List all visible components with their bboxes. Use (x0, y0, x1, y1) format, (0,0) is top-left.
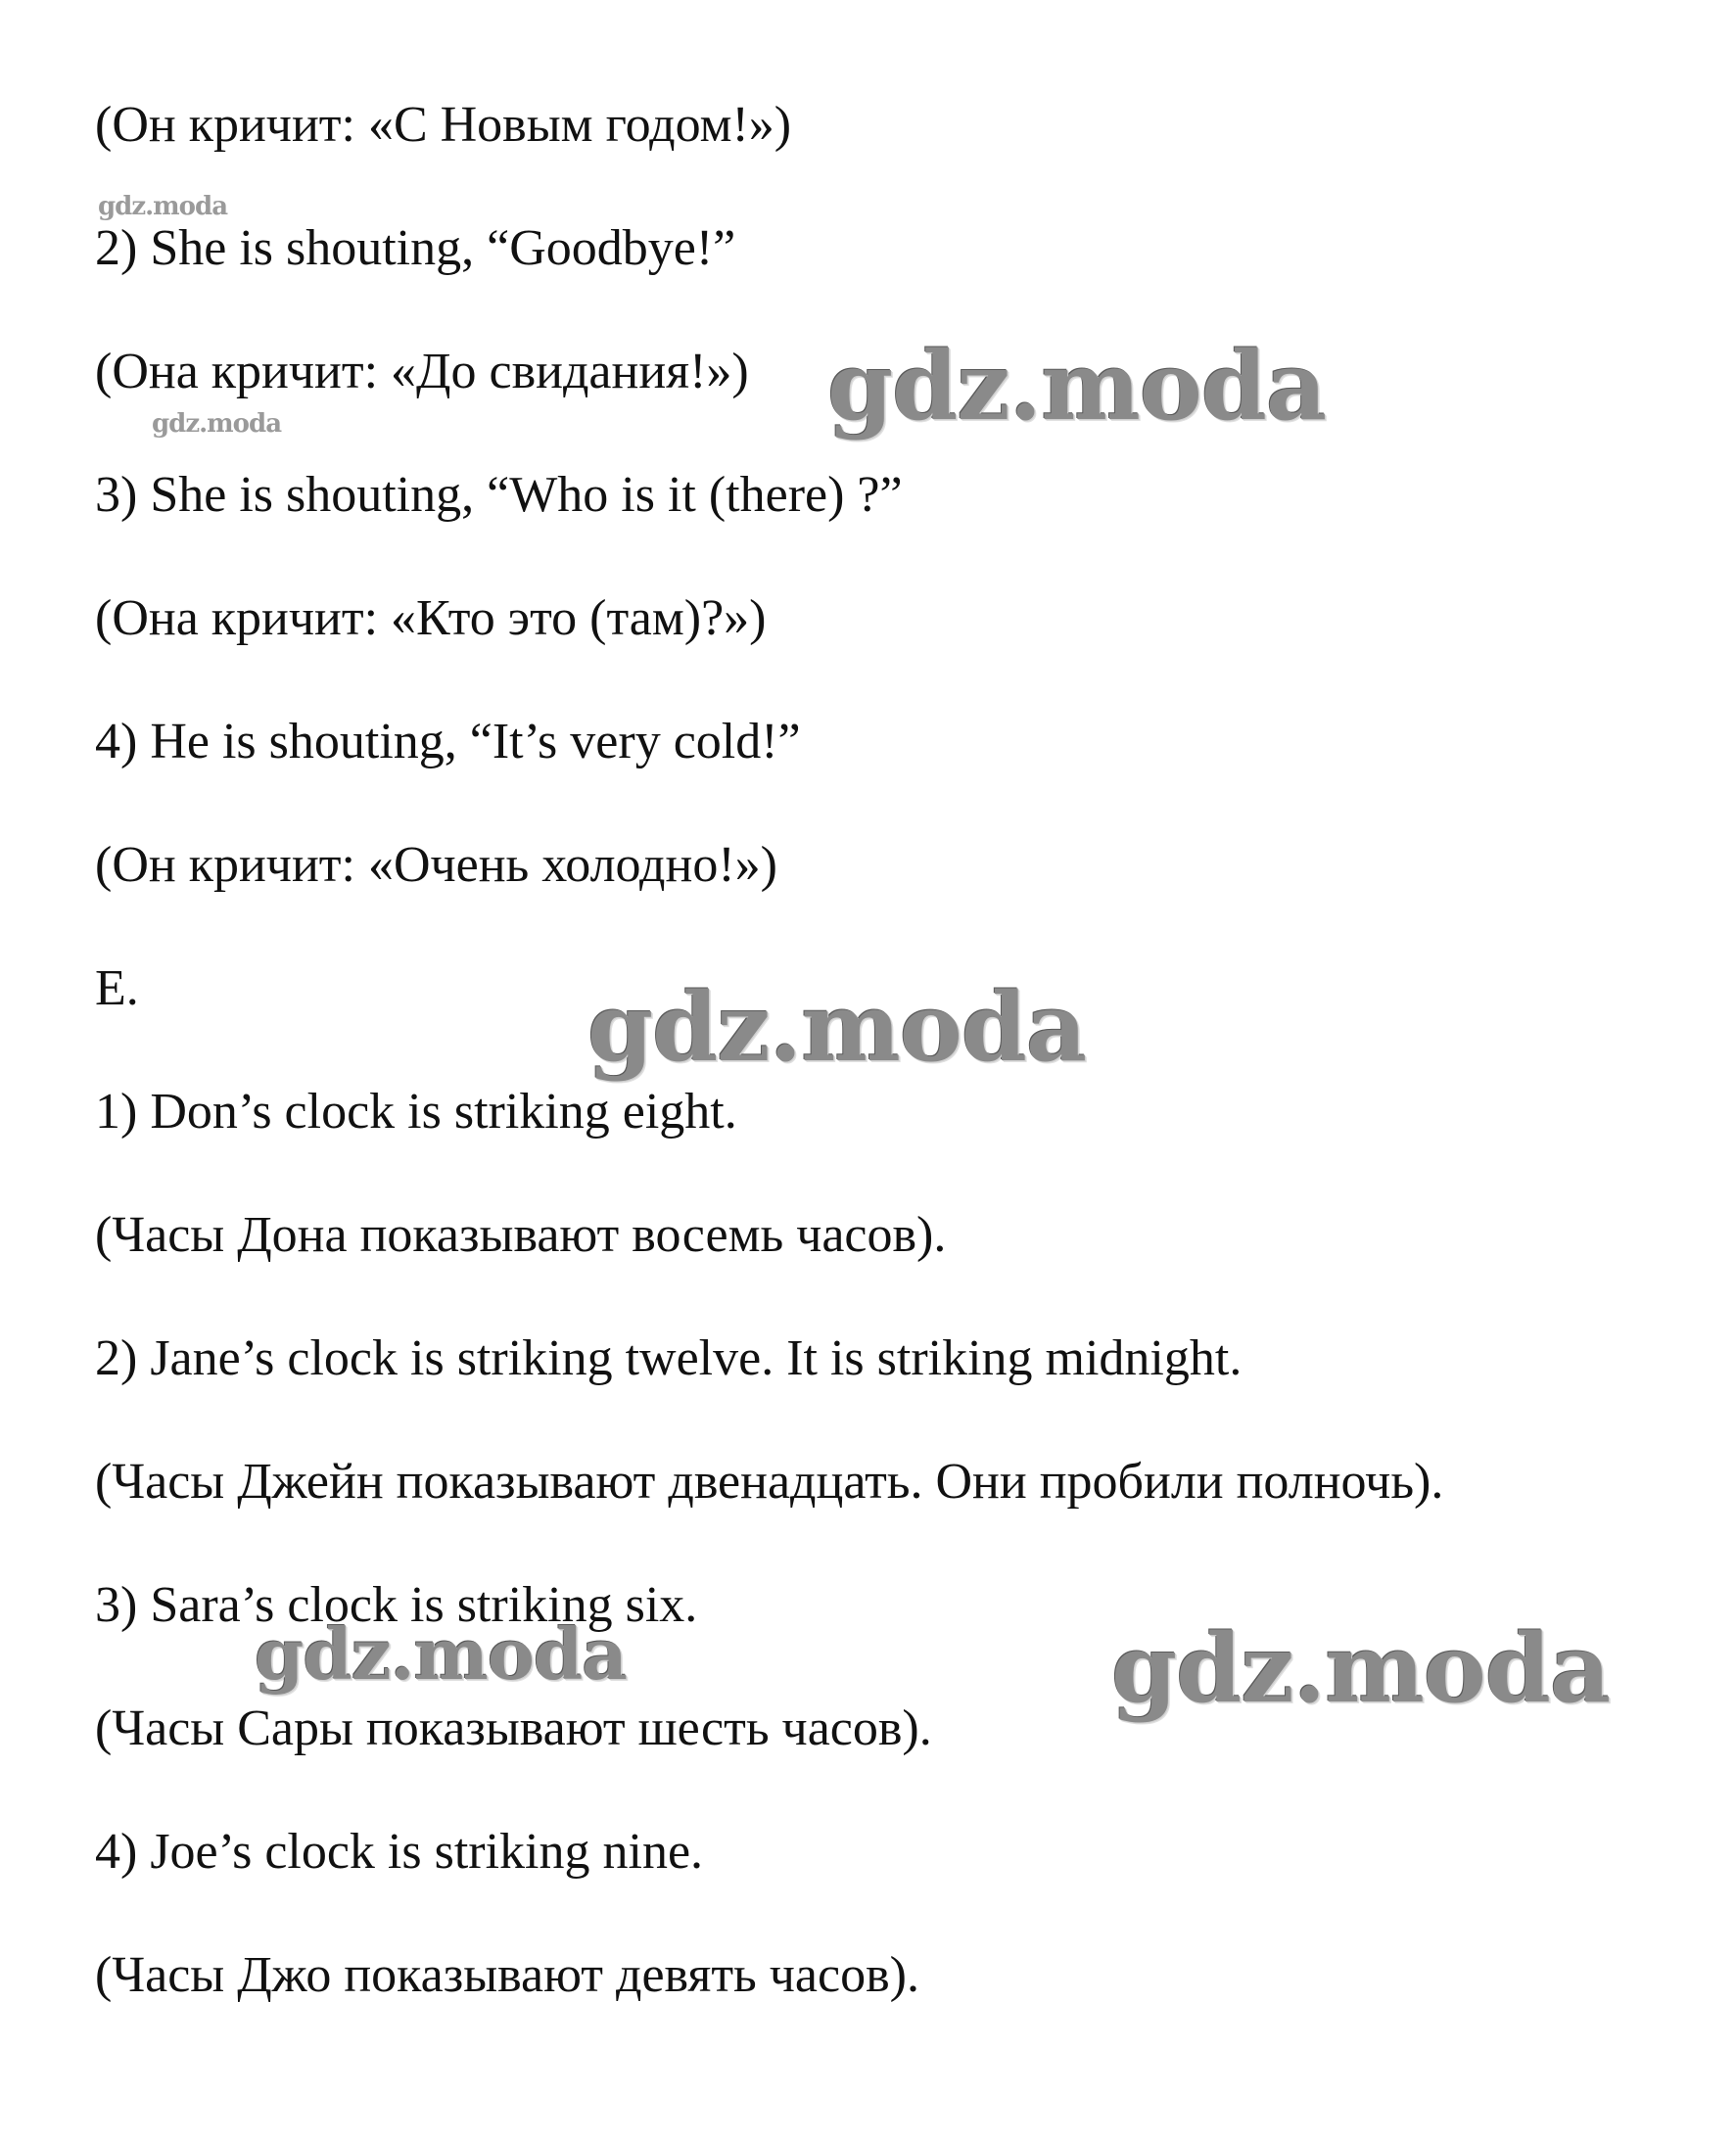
text-line-4: 3) She is shouting, “Who is it (there) ?” (95, 467, 903, 523)
watermark-small-2: gdz.moda (152, 409, 282, 439)
section-label-e: E. (95, 960, 139, 1016)
text-line-11: 2) Jane’s clock is striking twelve. It is striking midnight. (95, 1330, 1243, 1386)
text-line-2: 2) She is shouting, “Goodbye!” (95, 220, 736, 276)
text-line-14: (Часы Сары показывают шесть часов). (95, 1700, 932, 1756)
watermark-small-1: gdz.moda (98, 192, 228, 221)
text-line-13: 3) Sara’s clock is striking six. (95, 1577, 698, 1633)
text-line-1: (Он кричит: «С Новым годом!») (95, 97, 792, 153)
text-line-15: 4) Joe’s clock is striking nine. (95, 1824, 704, 1880)
text-line-9: 1) Don’s clock is striking eight. (95, 1084, 737, 1140)
text-line-6: 4) He is shouting, “It’s very cold!” (95, 714, 801, 769)
text-line-10: (Часы Дона показывают восемь часов). (95, 1207, 947, 1263)
text-line-3: (Она кричит: «До свидания!») (95, 344, 749, 399)
watermark-medium-1: gdz.moda (255, 1612, 627, 1696)
text-line-16: (Часы Джо показывают девять часов). (95, 1947, 919, 2003)
text-line-7: (Он кричит: «Очень холодно!») (95, 837, 777, 893)
watermark-large-2: gdz.moda (587, 972, 1087, 1083)
text-line-12: (Часы Джейн показывают двенадцать. Они пробили полночь). (95, 1454, 1444, 1510)
watermark-large-3: gdz.moda (1111, 1613, 1611, 1724)
text-line-5: (Она кричит: «Кто это (там)?») (95, 590, 767, 646)
watermark-large-1: gdz.moda (827, 331, 1327, 442)
